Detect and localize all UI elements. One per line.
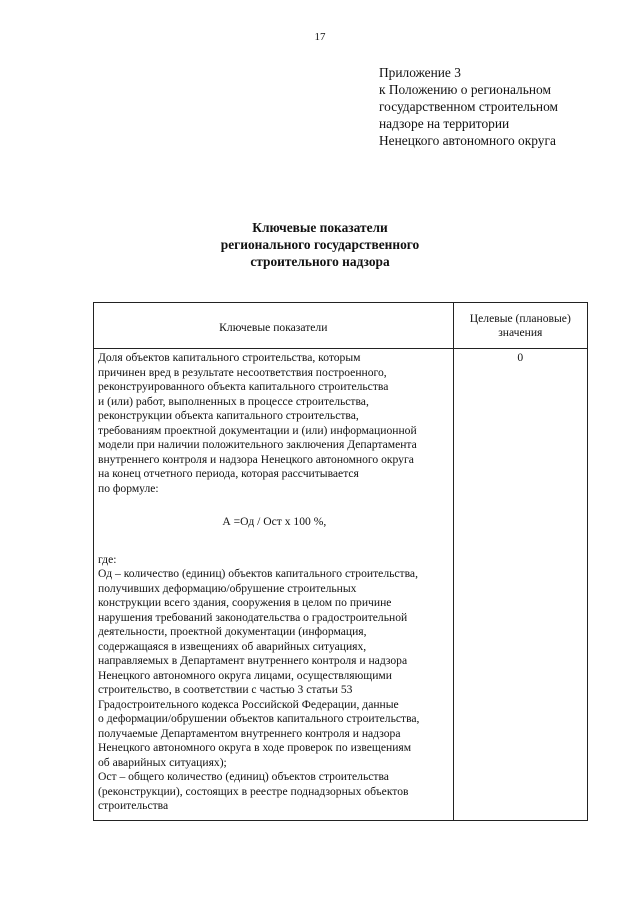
page-number: 17 <box>314 31 326 43</box>
text-line: строительства <box>98 799 169 812</box>
appendix-reference <box>379 64 629 149</box>
title-line: Ключевые показатели <box>252 220 388 235</box>
header-indicators: Ключевые показатели <box>94 303 454 349</box>
formula-explanation <box>98 553 451 814</box>
text-line: Доля объектов капитального строительства, которым <box>98 351 361 364</box>
text-line: причинен вред в результате несоответствия построенного, <box>98 365 387 379</box>
text-line: Од – количество (единиц) объектов капитального строительства, <box>98 567 418 580</box>
target-value-cell: 0 <box>453 349 587 821</box>
appendix-line: к Положению о региональном <box>379 82 551 97</box>
text-line: и (или) работ, выполненных в процессе строительства, <box>98 394 369 408</box>
title-line: регионального государственного <box>220 237 420 252</box>
appendix-line: государственном строительном <box>379 99 559 114</box>
text-line: строительство, в соответствии с частью 3 статьи 53 <box>98 683 353 696</box>
text-line: Градостроительного кодекса Российской Федерации, данные <box>98 697 399 711</box>
indicator-description <box>98 351 451 496</box>
indicator-description-cell <box>94 349 454 821</box>
text-line: по формуле: <box>98 481 159 495</box>
indicators-table <box>93 302 588 821</box>
appendix-line: надзоре на территории <box>379 116 510 131</box>
appendix-line: Ненецкого автономного округа <box>379 133 556 148</box>
text-line: модели при наличии положительного заключения Департамента <box>98 438 417 451</box>
text-line: об аварийных ситуациях); <box>98 755 227 769</box>
text-line: получаемые Департаментом внутреннего контроля и надзора <box>98 726 401 740</box>
title-line: строительного надзора <box>250 254 390 269</box>
formula: А =Од / Ост х 100 %, <box>222 515 327 528</box>
text-line: нарушения требований законодательства о градостроительной <box>98 610 408 624</box>
text-line: направляемых в Департамент внутреннего контроля и надзора <box>98 654 408 667</box>
text-line: реконструированного объекта капитального строительства <box>98 380 389 393</box>
text-line: Ненецкого автономного округа в ходе проверок по извещениям <box>98 741 412 754</box>
text-line: содержащаяся в извещениях об аварийных ситуациях, <box>98 639 367 653</box>
text-line: Ненецкого автономного округа лицами, осуществляющими <box>98 668 392 682</box>
appendix-line: Приложение 3 <box>379 65 461 80</box>
header-target-values: Целевые (плановые) значения <box>453 303 587 349</box>
text-line: (реконструкции), состоящих в реестре поднадзорных объектов <box>98 784 409 798</box>
text-line: конструкции всего здания, сооружения в целом по причине <box>98 596 392 609</box>
table-row <box>94 349 588 821</box>
text-line: получивших деформацию/обрушение строительных <box>98 581 357 595</box>
table-header-row <box>94 303 588 349</box>
text-line: о деформации/обрушении объектов капитального строительства, <box>98 712 420 725</box>
text-line: деятельности, проектной документации (информация, <box>98 625 367 638</box>
text-line: реконструкции объекта капитального строительства, <box>98 409 359 422</box>
text-line: на конец отчетного периода, которая рассчитывается <box>98 467 359 480</box>
text-line: Ост – общего количество (единиц) объектов строительства <box>98 770 389 783</box>
text-line: где: <box>98 552 117 566</box>
document-title <box>0 219 640 270</box>
text-line: требованиям проектной документации и (или) информационной <box>98 423 417 437</box>
text-line: внутреннего контроля и надзора Ненецкого автономного округа <box>98 452 414 466</box>
